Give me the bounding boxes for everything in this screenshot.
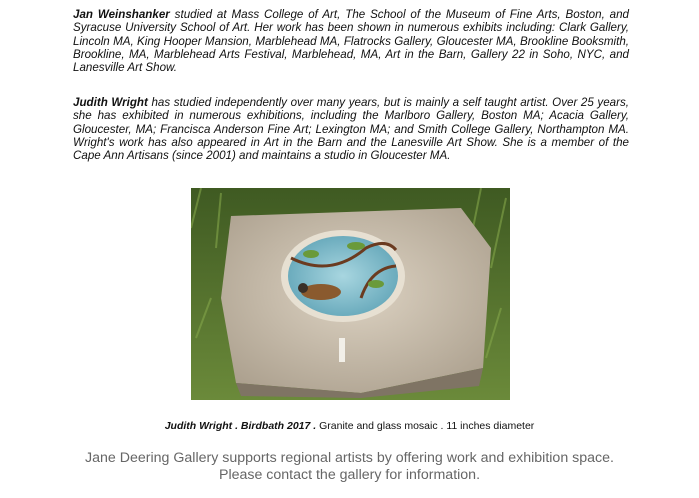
caption-title: Judith Wright . Birdbath 2017 .: [164, 420, 317, 432]
birdbath-photo: [191, 188, 510, 400]
artist-name: Judith Wright: [73, 96, 148, 109]
bio-text: studied at Mass College of Art, The School of the Museum of Fine Arts, Boston, and Syracuse University School of Art. Her work has been shown in numerous exhibits including: Clark Gallery, Lincoln MA, King Hooper Mansion, Marblehead MA, Flatrocks Gallery, Gloucester MA, Brookline Booksmith, Brookline, MA, Marblehead Arts Festival, Marblehead, MA, Art in the Barn, Gallery 22 in Soho, NYC, and Lanesville Art Show.: [73, 8, 630, 75]
artwork-caption: [0, 420, 699, 432]
artist-name: Jan Weinshanker: [73, 8, 170, 21]
artist-bio-weinshanker: [73, 8, 629, 74]
gallery-footer: [0, 450, 699, 484]
artist-bio-wright: [73, 96, 629, 162]
footer-line-1: Jane Deering Gallery supports regional artists by offering work and exhibition space.: [85, 450, 614, 466]
bio-text: has studied independently over many years, but is mainly a self taught artist. Over 25 years, she has exhibited in numerous exhibitions, including the Marlboro Gallery, Boston MA; Acacia Gallery, Gloucester, MA; Francisca Anderson Fine Art; Lexington MA; and Smith College Gallery, Northampton MA. Wright's work has also appeared in Art in the Barn and the Lanesville Art Show. She is a member of the Cape Ann Artisans (since 2001) and maintains a studio in Gloucester MA.: [73, 96, 629, 163]
birdbath-illustration: [191, 188, 510, 400]
caption-details: Granite and glass mosaic . 11 inches diameter: [316, 420, 535, 432]
footer-line-2: Please contact the gallery for information.: [218, 467, 481, 483]
